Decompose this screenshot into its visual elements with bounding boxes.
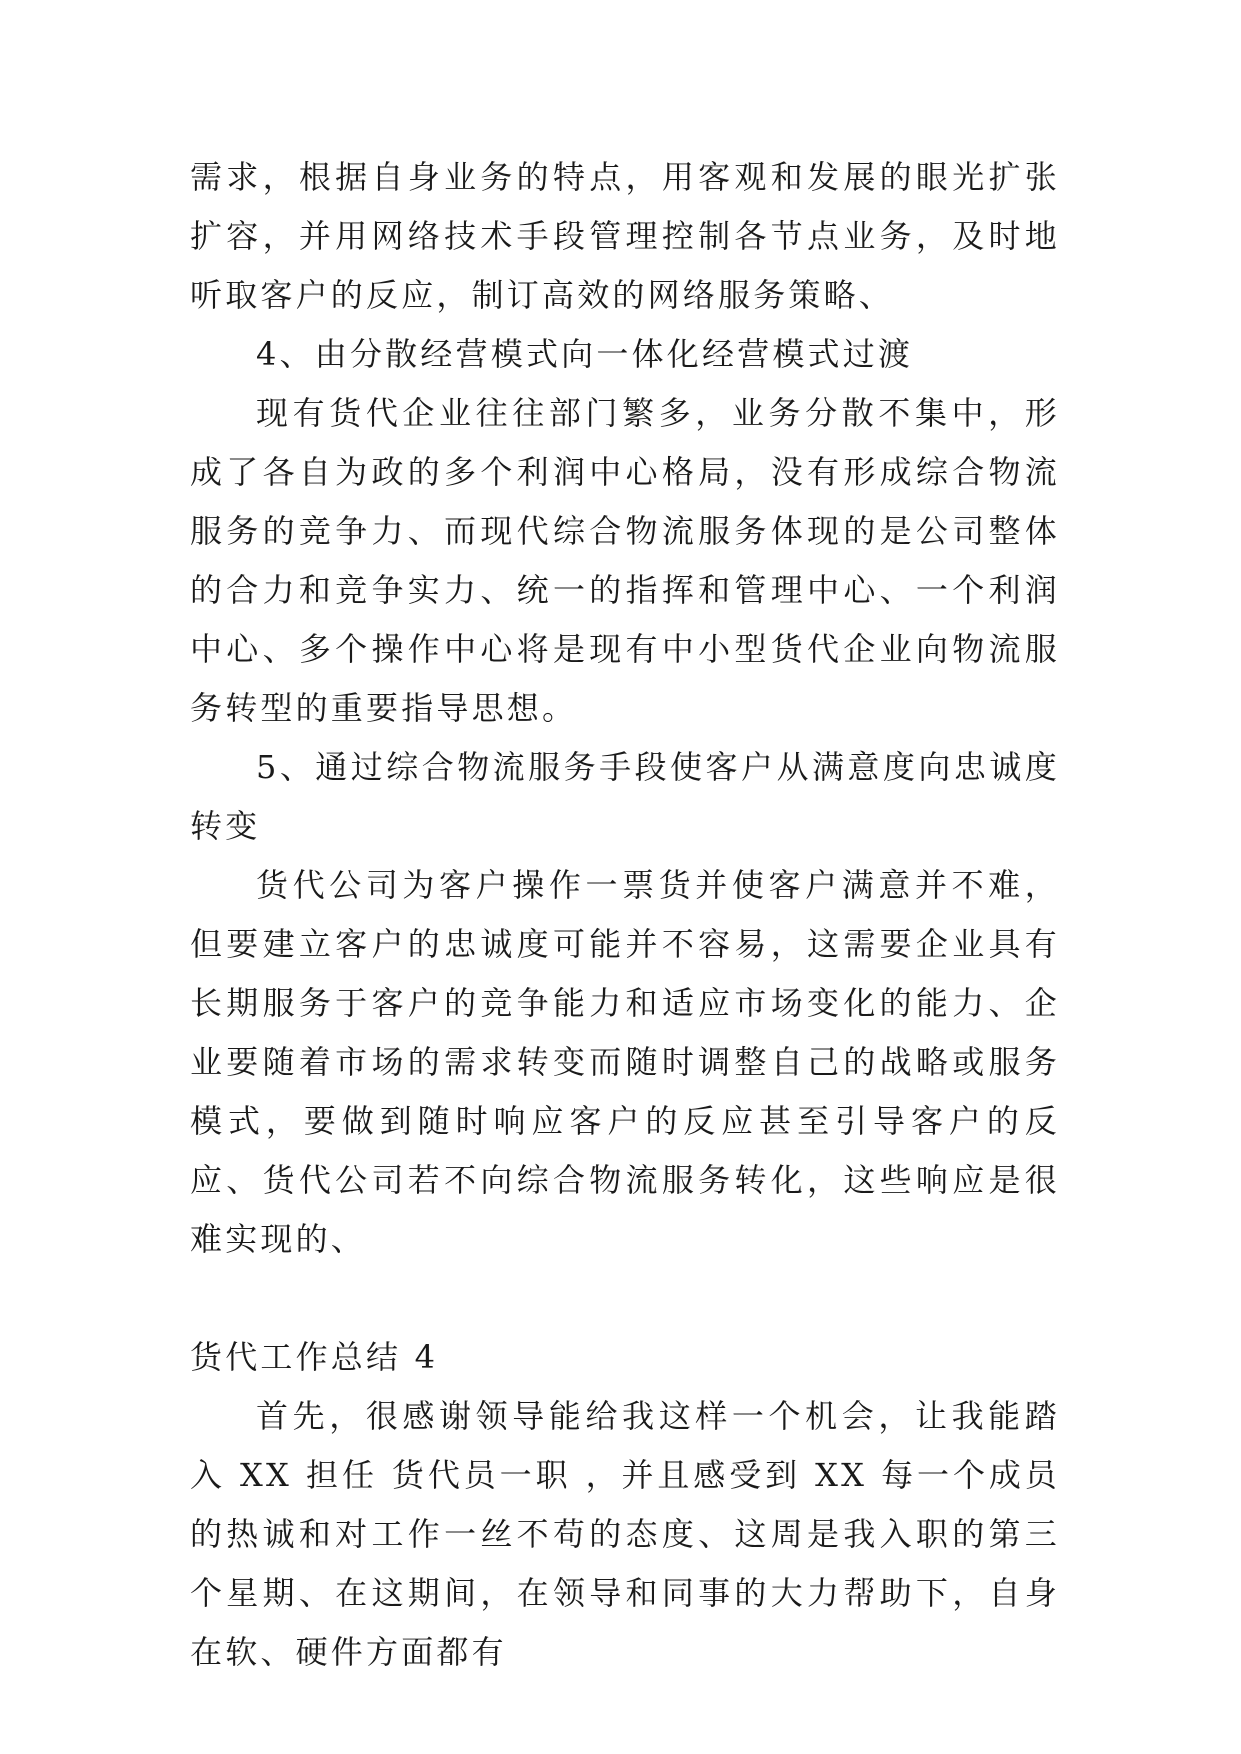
paragraph-loyalty: 货代公司为客户操作一票货并使客户满意并不难，但要建立客户的忠诚度可能并不容易，这需要企业具有长期服务于客户的竞争能力和适应市场变化的能力、企业要随着市场的需求转变而随时调整自己的战略或服务模式，要做到随时响应客户的反应甚至引导客户的反应、货代公司若不向综合物流服务转化，这些响应是很难实现的、	[190, 866, 1060, 1258]
document-page	[190, 148, 1060, 1682]
paragraph-intro: 首先，很感谢领导能给我这样一个机会，让我能踏入 XX 担任 货代员一职 ，并且感受到 XX 每一个成员的热诚和对工作一丝不苟的态度、这周是我入职的第三个星期、在这期间，在领导和同事的大力帮助下，自身在软、硬件方面都有	[190, 1397, 1060, 1671]
section-heading-5: 5、通过综合物流服务手段使客户从满意度向忠诚度转变	[190, 748, 1060, 845]
summary-title: 货代工作总结 4	[190, 1338, 439, 1376]
paragraph-integration: 现有货代企业往往部门繁多，业务分散不集中，形成了各自为政的多个利润中心格局，没有形成综合物流服务的竞争力、而现代综合物流服务体现的是公司整体的合力和竞争实力、统一的指挥和管理中心、一个利润中心、多个操作中心将是现有中小型货代企业向物流服务转型的重要指导思想。	[190, 394, 1060, 727]
paragraph-continuation: 需求，根据自身业务的特点，用客观和发展的眼光扩张扩容，并用网络技术手段管理控制各节点业务，及时地听取客户的反应，制订高效的网络服务策略、	[190, 158, 1060, 314]
section-heading-4: 4、由分散经营模式向一体化经营模式过渡	[256, 335, 914, 373]
paragraph-gap	[190, 1269, 1060, 1328]
